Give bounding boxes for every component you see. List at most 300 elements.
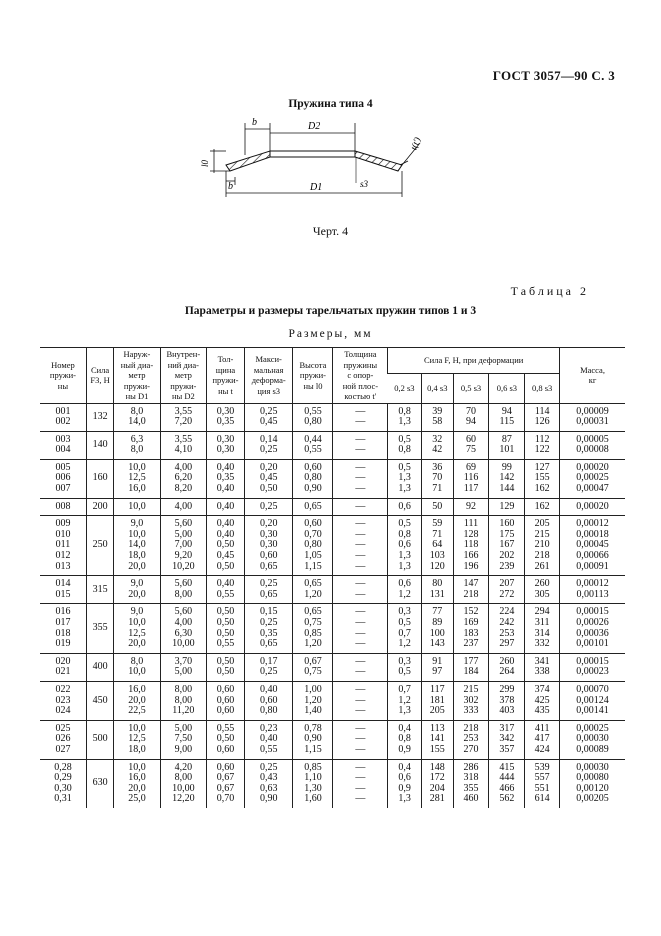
cell-value: 0,31: [54, 793, 72, 805]
cell-value: 207: [499, 578, 515, 590]
cell-value: 0,8: [398, 528, 411, 540]
cell-value: —: [355, 606, 366, 618]
cell-value: 1,30: [304, 782, 322, 794]
cell-value: 0,25: [259, 444, 278, 456]
table-cell: [207, 516, 245, 576]
cell-value: 0,80: [259, 705, 278, 717]
table-cell: [525, 759, 560, 808]
cell-value: 0,00036: [576, 627, 609, 639]
cell-value: 0,63: [259, 782, 278, 794]
header-force-col: 0,8 s3: [525, 373, 560, 402]
table-cell: 132: [86, 403, 113, 431]
cell-value: 5,00: [174, 722, 193, 734]
cell-value: 175: [499, 528, 515, 540]
cell-value: 10,00: [172, 638, 195, 650]
cell-value: 435: [534, 705, 550, 717]
header-line: метр: [128, 370, 146, 380]
label-s3: s3: [360, 179, 369, 189]
table-cell: [333, 459, 388, 498]
cell-value: 12,20: [172, 793, 195, 805]
cell-value: 0,55: [216, 588, 235, 600]
cell-value: 0,28: [54, 761, 72, 773]
cell-value: 64: [432, 539, 443, 551]
cell-value: 0,00015: [576, 655, 609, 667]
cell-value: —: [355, 472, 366, 484]
table-cell: [525, 516, 560, 576]
cell-value: 10,0: [128, 722, 146, 734]
table-row-group: [40, 759, 625, 808]
table-cell: [333, 604, 388, 653]
cell-value: 006: [55, 472, 71, 484]
cell-value: 8,0: [130, 444, 144, 456]
cell-value: 0,00030: [576, 733, 609, 745]
table-cell: [244, 459, 292, 498]
cell-value: 10,0: [128, 528, 146, 540]
cell-value: 8,20: [174, 483, 193, 495]
cell-value: —: [355, 683, 366, 695]
table-cell: [525, 459, 560, 498]
cell-value: 160: [499, 518, 515, 530]
cell-value: 142: [499, 472, 515, 484]
header-line: пружи-: [170, 380, 197, 391]
cell-value: 20,0: [128, 782, 146, 794]
cell-value: 127: [534, 461, 550, 473]
table-cell: [333, 403, 388, 431]
table-cell: [388, 431, 422, 459]
table-cell: [207, 681, 245, 720]
table-cell: [40, 576, 86, 604]
cell-value: 0,50: [259, 483, 278, 495]
cell-value: 0,00120: [576, 782, 609, 794]
cell-value: 311: [534, 617, 550, 628]
cell-value: 0,5: [398, 617, 411, 628]
cell-value: 0,90: [304, 483, 322, 495]
cell-value: 0,40: [216, 518, 235, 530]
cell-value: 141: [429, 733, 445, 745]
cell-value: 204: [429, 782, 445, 794]
table-title: Параметры и размеры тарельчатых пружин типов 1 и 3: [184, 305, 477, 317]
table-cell: [207, 403, 245, 431]
table-cell: [333, 681, 388, 720]
table-cell: [244, 759, 292, 808]
header-line: ны t: [218, 385, 233, 396]
table-cell: [160, 459, 206, 498]
table-cell: [160, 516, 206, 576]
header-line: Номер: [51, 359, 75, 370]
table-cell: [244, 604, 292, 653]
header-line: мальная: [253, 364, 284, 375]
cell-value: —: [355, 638, 366, 650]
cell-value: 12,5: [128, 733, 146, 745]
header-force: [86, 348, 113, 403]
table-cell: [525, 604, 560, 653]
cell-value: 152: [463, 606, 479, 618]
table-cell: [293, 516, 333, 576]
table-cell: [293, 431, 333, 459]
header-thickness: [207, 348, 245, 403]
table-cell: [453, 431, 489, 459]
cell-value: 0,75: [304, 617, 322, 628]
table-cell: [207, 498, 245, 516]
cell-value: 42: [432, 444, 443, 456]
table-cell: [560, 759, 625, 808]
cell-value: —: [355, 405, 366, 417]
cell-value: 8,00: [174, 772, 193, 784]
cell-value: 92: [466, 500, 477, 512]
table-cell: [388, 759, 422, 808]
cell-value: 0,00031: [576, 416, 609, 428]
cell-value: 270: [463, 743, 479, 755]
cell-value: 0,60: [216, 683, 235, 695]
header-line: Толщина: [344, 349, 377, 359]
cell-value: 59: [432, 518, 443, 530]
cell-value: 0,00066: [576, 550, 609, 562]
label-l0: l0: [200, 159, 210, 167]
cell-value: 20,0: [128, 560, 146, 572]
cell-value: 0,00101: [576, 638, 609, 650]
table-row-group: [40, 576, 625, 604]
cell-value: 5,00: [174, 528, 193, 540]
cell-value: 0,00205: [576, 793, 609, 805]
cell-value: 8,00: [174, 588, 193, 600]
cell-value: 8,00: [174, 683, 193, 695]
cell-value: —: [355, 416, 366, 428]
table-cell: [160, 681, 206, 720]
table-cell: [560, 498, 625, 516]
cell-value: 242: [499, 617, 515, 628]
table-cell: [40, 759, 86, 808]
cell-value: 0,6: [398, 539, 411, 551]
cell-value: 155: [534, 472, 550, 484]
header-line: ной плос-: [342, 380, 379, 391]
cell-value: 16,0: [128, 483, 146, 495]
cell-value: 0,40: [216, 483, 235, 495]
header-thickness-prime: [333, 348, 388, 403]
cell-value: 0,60: [216, 705, 235, 717]
table-cell: [40, 720, 86, 759]
table-cell: [333, 653, 388, 681]
cell-value: 97: [432, 666, 443, 678]
cell-value: 94: [501, 405, 512, 417]
cell-value: 5,00: [174, 666, 193, 678]
cell-value: 0,80: [304, 472, 322, 484]
table-cell: [525, 498, 560, 516]
cell-value: 026: [55, 733, 71, 745]
cell-value: 20,0: [128, 588, 146, 600]
cell-value: —: [355, 743, 366, 755]
header-force-col: 0,5 s3: [453, 373, 489, 402]
cell-value: 3,55: [174, 405, 193, 417]
cell-value: 008: [55, 500, 71, 512]
cell-value: 20,0: [128, 694, 146, 706]
cell-value: 1,2: [398, 638, 411, 650]
table-cell: [160, 431, 206, 459]
table-number: Таблица 2: [510, 284, 589, 298]
table-cell: [388, 653, 422, 681]
cell-value: 0,00026: [576, 617, 609, 628]
cell-value: 0,40: [259, 683, 278, 695]
header-line: пружины: [343, 359, 378, 370]
cell-value: 0,25: [259, 666, 278, 678]
table-cell: [560, 576, 625, 604]
cell-value: 027: [55, 743, 71, 755]
cell-value: 36: [432, 461, 443, 473]
cell-value: 0,70: [304, 528, 322, 540]
header-line: пружи-: [299, 370, 326, 380]
cell-value: —: [355, 666, 366, 678]
header-line: ны D1: [125, 391, 149, 401]
table-cell: [207, 604, 245, 653]
table-cell: [114, 498, 160, 516]
cell-value: 0,00012: [576, 518, 609, 530]
cell-value: 4,20: [174, 761, 193, 773]
cell-value: 015: [55, 588, 71, 600]
cell-value: 0,5: [398, 666, 411, 678]
cell-value: 0,00045: [576, 539, 609, 551]
cell-value: 264: [499, 666, 515, 678]
header-line: Макси-: [255, 354, 282, 365]
table-cell: [560, 720, 625, 759]
table-cell: [489, 516, 525, 576]
cell-value: —: [355, 560, 366, 572]
cell-value: 1,00: [304, 683, 322, 695]
cell-value: —: [355, 550, 366, 562]
cell-value: —: [355, 433, 366, 445]
cell-value: 0,00020: [576, 500, 609, 512]
cell-value: 539: [534, 761, 550, 773]
cell-value: 272: [499, 588, 515, 600]
cell-value: 0,50: [216, 539, 235, 551]
cell-value: 0,30: [216, 405, 235, 417]
table-cell: 400: [86, 653, 113, 681]
page-header: ГОСТ 3057—90 С. 3: [492, 68, 615, 83]
cell-value: 001: [55, 405, 71, 417]
table-cell: [114, 431, 160, 459]
cell-value: 116: [463, 472, 479, 484]
cell-value: 557: [534, 772, 550, 784]
table-cell: [560, 431, 625, 459]
table-cell: [244, 681, 292, 720]
table-row-group: [40, 431, 625, 459]
cell-value: 239: [499, 560, 515, 572]
cell-value: 0,8: [398, 405, 411, 417]
cell-value: 0,65: [259, 638, 278, 650]
cell-value: 0,60: [304, 518, 322, 530]
cell-value: 0,29: [54, 772, 72, 784]
cell-value: 403: [499, 705, 515, 717]
table-cell: 450: [86, 681, 113, 720]
cell-value: 1,60: [304, 793, 322, 805]
table-cell: [293, 653, 333, 681]
table-cell: [114, 720, 160, 759]
table-cell: [453, 498, 489, 516]
cell-value: 144: [499, 483, 515, 495]
table-cell: [160, 498, 206, 516]
cell-value: 0,30: [216, 444, 235, 456]
table-cell: [293, 576, 333, 604]
cell-value: 614: [534, 793, 550, 805]
cell-value: 341: [534, 655, 550, 667]
cell-value: 0,55: [216, 722, 235, 734]
cell-value: —: [355, 772, 366, 784]
cell-value: 167: [499, 539, 515, 551]
table-cell: [489, 431, 525, 459]
table-cell: [293, 759, 333, 808]
cell-value: 0,7: [398, 683, 411, 695]
header-line: с опор-: [347, 370, 374, 380]
cell-value: 0,00124: [576, 694, 609, 706]
table-cell: [114, 403, 160, 431]
cell-value: 32: [432, 433, 443, 445]
cell-value: 9,0: [130, 518, 144, 530]
cell-value: 0,55: [304, 444, 322, 456]
cell-value: 0,00020: [576, 461, 609, 473]
cell-value: 237: [463, 638, 479, 650]
cell-value: 7,50: [174, 733, 193, 745]
table-cell: [560, 459, 625, 498]
cell-value: 1,3: [398, 472, 411, 484]
cell-value: 148: [429, 761, 445, 773]
table-row-group: [40, 498, 625, 516]
cell-value: 9,00: [174, 743, 193, 755]
label-d2: D2: [308, 121, 321, 132]
cell-value: 0,00018: [576, 528, 609, 540]
cell-value: 0,9: [398, 743, 411, 755]
cell-value: 305: [534, 588, 550, 600]
table-cell: [388, 403, 422, 431]
table-cell: [244, 720, 292, 759]
cell-value: 0,70: [216, 793, 235, 805]
cell-value: 0,65: [304, 578, 322, 590]
cell-value: 177: [463, 655, 479, 667]
cell-value: 1,3: [398, 416, 411, 428]
cell-value: 0,25: [259, 761, 278, 773]
cell-value: —: [355, 761, 366, 773]
cell-value: 0,65: [304, 500, 322, 512]
cell-value: 0,4: [398, 761, 411, 773]
cell-value: 0,75: [304, 666, 322, 678]
cell-value: 183: [463, 627, 479, 639]
cell-value: —: [355, 627, 366, 639]
table-units: Размеры, мм: [288, 328, 373, 340]
cell-value: 70: [466, 405, 477, 417]
table-cell: [40, 498, 86, 516]
cell-value: 302: [463, 694, 479, 706]
cell-value: 0,8: [398, 444, 411, 456]
cell-value: 0,50: [216, 666, 235, 678]
table-cell: [160, 720, 206, 759]
cell-value: 0,40: [259, 733, 278, 745]
cell-value: 562: [499, 793, 515, 805]
cell-value: 0,44: [304, 433, 322, 445]
cell-value: 0,45: [259, 416, 278, 428]
table-cell: [388, 498, 422, 516]
cell-value: 69: [466, 461, 477, 473]
cell-value: 0,60: [216, 761, 235, 773]
cell-value: 0,50: [216, 733, 235, 745]
cell-value: 010: [55, 528, 71, 540]
table-cell: [525, 653, 560, 681]
cell-value: 0,60: [216, 694, 235, 706]
cell-value: 60: [466, 433, 477, 445]
cell-value: 0,35: [259, 627, 278, 639]
cell-value: 1,20: [304, 638, 322, 650]
cell-value: 0,45: [216, 550, 235, 562]
cell-value: —: [355, 722, 366, 734]
table-cell: [293, 720, 333, 759]
cell-value: 0,60: [216, 743, 235, 755]
cell-value: 118: [463, 539, 479, 551]
cell-value: 162: [534, 500, 550, 512]
cell-value: —: [355, 483, 366, 495]
cell-value: 0,6: [398, 578, 411, 590]
cell-value: 224: [499, 606, 515, 618]
table-cell: [40, 681, 86, 720]
cell-value: 013: [55, 560, 71, 572]
cell-value: 205: [429, 705, 445, 717]
table-cell: [160, 653, 206, 681]
cell-value: 0,00070: [576, 683, 609, 695]
cell-value: 444: [499, 772, 515, 784]
table-cell: [388, 720, 422, 759]
table-cell: [560, 681, 625, 720]
cell-value: 0,00008: [576, 444, 609, 456]
cell-value: 0,00015: [576, 606, 609, 618]
cell-value: 10,0: [128, 500, 146, 512]
cell-value: 0,8: [398, 733, 411, 745]
cell-value: 024: [55, 705, 71, 717]
cell-value: 0,50: [216, 655, 235, 667]
cell-value: 0,6: [398, 500, 411, 512]
label-b-bottom: b: [228, 181, 233, 192]
cell-value: 332: [534, 638, 550, 650]
table-cell: [489, 403, 525, 431]
header-force-group: Сила F, Н, при деформации: [388, 348, 560, 374]
cell-value: 10,0: [128, 666, 146, 678]
cell-value: 025: [55, 722, 71, 734]
header-line: пружи-: [212, 375, 239, 386]
cell-value: 0,67: [216, 772, 235, 784]
cell-value: 0,67: [216, 782, 235, 794]
cell-value: 9,0: [130, 578, 144, 590]
cell-value: 5,60: [174, 606, 193, 618]
table-cell: [293, 604, 333, 653]
table-cell: [453, 681, 489, 720]
cell-value: 466: [499, 782, 515, 794]
table-cell: [160, 604, 206, 653]
cell-value: 117: [463, 483, 479, 495]
table-cell: [560, 403, 625, 431]
cell-value: 281: [429, 793, 445, 805]
cell-value: 117: [429, 683, 445, 695]
cell-value: 0,00047: [576, 483, 609, 495]
cell-value: 0,4: [398, 722, 411, 734]
table-cell: [525, 576, 560, 604]
table-cell: [422, 431, 454, 459]
cell-value: 357: [499, 743, 515, 755]
table-cell: [160, 403, 206, 431]
cell-value: 424: [534, 743, 550, 755]
cell-value: 0,50: [216, 560, 235, 572]
cell-value: 0,45: [259, 472, 278, 484]
cell-value: 007: [55, 483, 71, 495]
cell-value: 7,00: [174, 539, 193, 551]
table-cell: [333, 498, 388, 516]
table-cell: [207, 759, 245, 808]
cell-value: —: [355, 733, 366, 745]
table-cell: [114, 759, 160, 808]
header-line: пружи-: [123, 380, 150, 391]
